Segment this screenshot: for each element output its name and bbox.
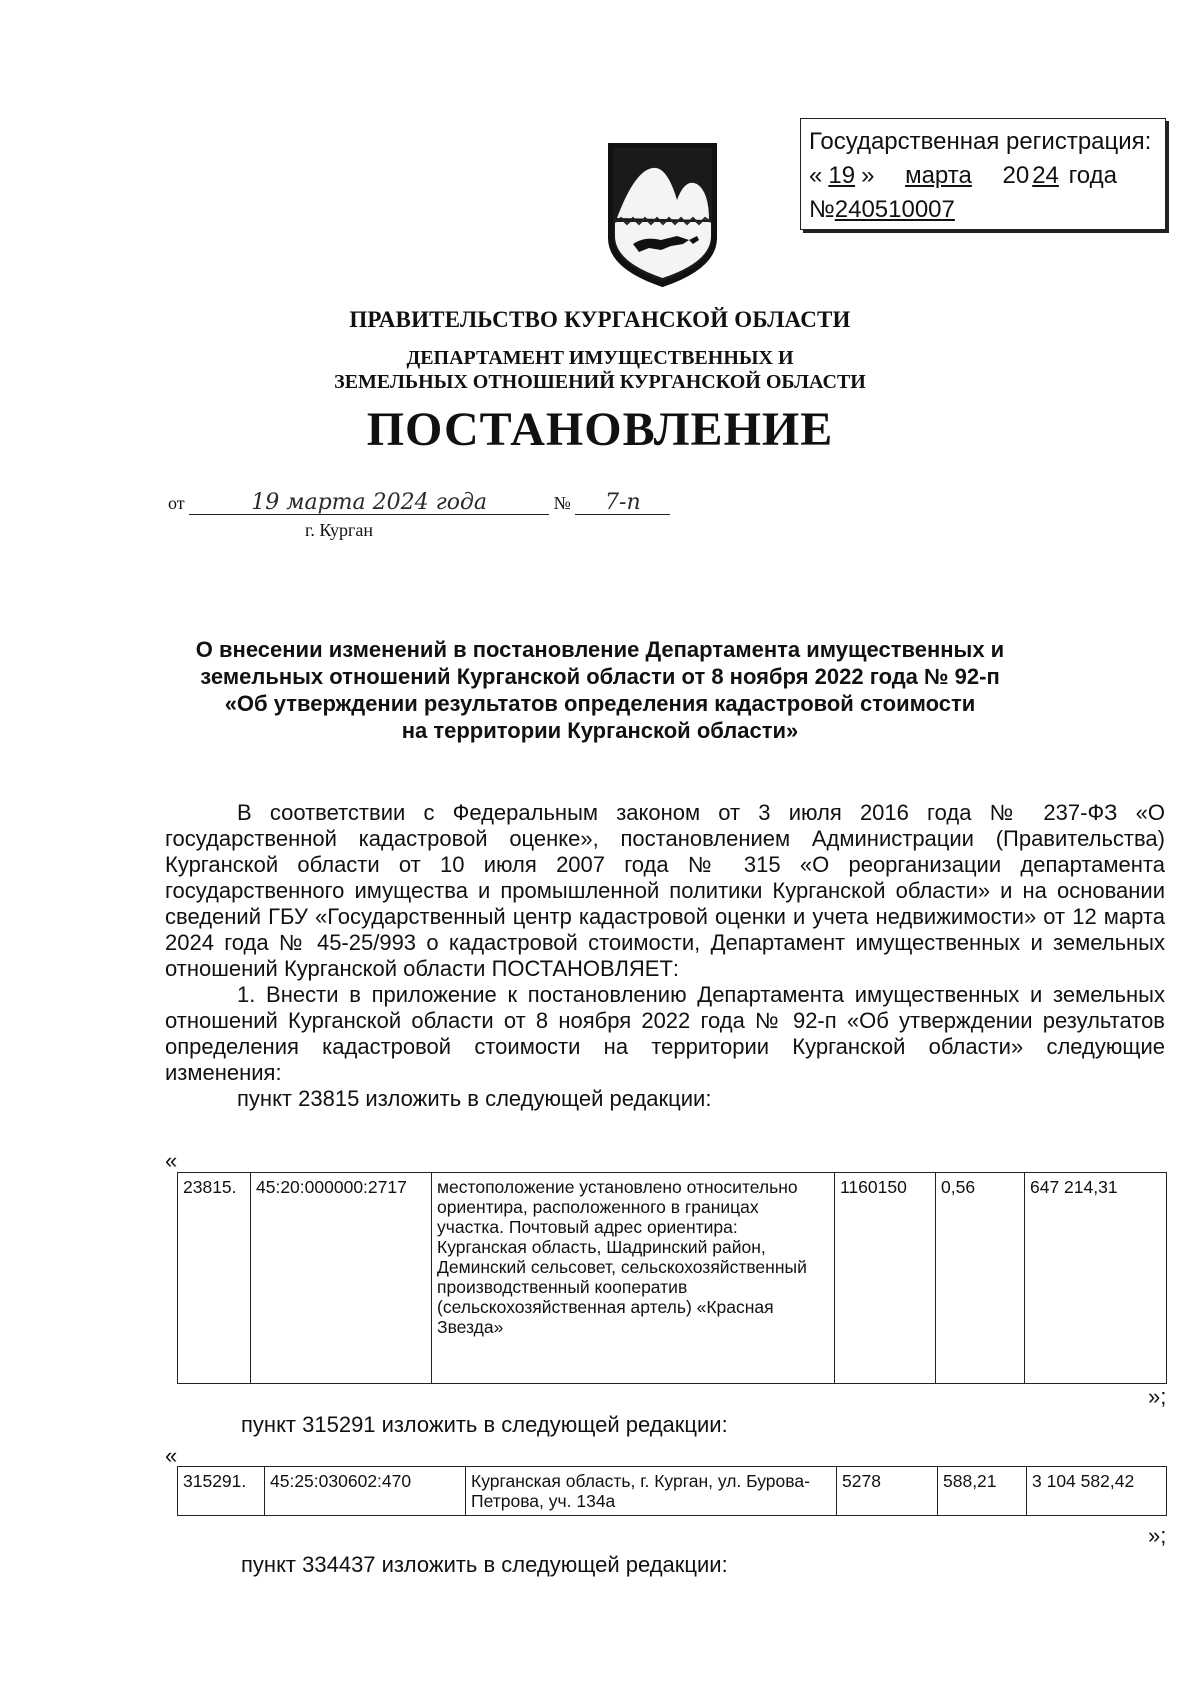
- cell-specific-value: 588,21: [938, 1467, 1027, 1516]
- cell-area: 5278: [837, 1467, 938, 1516]
- date-handwritten: 19 марта 2024 года: [189, 492, 549, 515]
- cell-location: местоположение установлено относительно ориентира, расположенного в границах участка. Почтовый адрес ориентира: Курганская область, Шадринский район, Деминский сельсовет, сельскохозяйственный производственный кооператив (сельскохозяйственная артель) «Красная Звезда»: [432, 1173, 835, 1384]
- cadastral-table-315291: [177, 1466, 1167, 1516]
- lead-item-23815: пункт 23815 изложить в следующей редакции:: [237, 1086, 712, 1111]
- registration-year-suffix: 24: [1032, 162, 1059, 189]
- number-handwritten: 7-п: [575, 492, 670, 515]
- cell-area: 1160150: [835, 1173, 936, 1384]
- registration-stamp: [800, 118, 1166, 230]
- subject-line-4: на территории Курганской области»: [401, 718, 799, 743]
- table-row: [178, 1173, 1167, 1384]
- subject-line-2: земельных отношений Курганской области от 8 ноября 2022 года № 92-п: [200, 664, 1000, 689]
- cell-specific-value: 0,56: [936, 1173, 1025, 1384]
- subject-line-3: «Об утверждении результатов определения кадастровой стоимости: [224, 691, 976, 716]
- registration-number-line: [809, 193, 1157, 227]
- registration-year-word: года: [1068, 162, 1117, 189]
- close-quote-1: »;: [1148, 1384, 1167, 1409]
- coat-of-arms-emblem: [605, 140, 720, 290]
- paragraph-preamble: В соответствии с Федеральным законом от 3 июля 2016 года № 237-ФЗ «О государственной кадастровой оценке», постановлением Администрации (Правительства) Курганской области от 10 июля 2007 года № 315 «О реорганизации департамента государственного имущества и промышленной политики Курганской области» и на основании сведений ГБУ «Государственный центр кадастровой оценки и учета недвижимости» от 12 марта 2024 года № 45-25/993 о кадастровой стоимости, Департамент имущественных и земельных отношений Курганской области ПОСТАНОВЛЯЕТ:: [165, 800, 1165, 981]
- cell-cadastral-value: 647 214,31: [1025, 1173, 1167, 1384]
- subject-line-1: О внесении изменений в постановление Департамента имущественных и: [195, 637, 1005, 662]
- table-row: [178, 1467, 1167, 1516]
- registration-title: Государственная регистрация:: [809, 128, 1152, 155]
- cell-cadastral-number: 45:25:030602:470: [265, 1467, 466, 1516]
- registration-year-prefix: 20: [1002, 162, 1030, 189]
- government-name: ПРАВИТЕЛЬСТВО КУРГАНСКОЙ ОБЛАСТИ: [349, 307, 851, 332]
- cell-item-number: 23815.: [178, 1173, 251, 1384]
- registration-month: марта: [905, 162, 972, 189]
- department-line-1: ДЕПАРТАМЕНТ ИМУЩЕСТВЕННЫХ И: [406, 347, 794, 369]
- registration-number: 240510007: [834, 196, 955, 223]
- city-name: г. Курган: [305, 520, 374, 540]
- number-label: №: [553, 493, 571, 513]
- date-line: [168, 492, 670, 515]
- cell-cadastral-number: 45:20:000000:2717: [251, 1173, 432, 1384]
- document-body: [165, 800, 1165, 1112]
- department-name: [0, 346, 1200, 394]
- lead-item-315291: пункт 315291 изложить в следующей редакции:: [241, 1412, 728, 1437]
- paragraph-item-1: 1. Внести в приложение к постановлению Департамента имущественных и земельных отношений Курганской области от 8 ноября 2022 года № 92-п «Об утверждении результатов определения кадастровой стоимости на территории Курганской области» следующие изменения:: [165, 982, 1165, 1085]
- document-type-title: ПОСТАНОВЛЕНИЕ: [366, 403, 834, 456]
- open-quote-2: «: [165, 1443, 178, 1468]
- department-line-2: ЗЕМЕЛЬНЫХ ОТНОШЕНИЙ КУРГАНСКОЙ ОБЛАСТИ: [334, 371, 866, 393]
- registration-number-prefix: №: [809, 196, 835, 223]
- document-subject: [160, 636, 1040, 744]
- cell-cadastral-value: 3 104 582,42: [1027, 1467, 1167, 1516]
- open-quote-1: «: [165, 1148, 178, 1173]
- cell-location: Курганская область, г. Курган, ул. Бурова-Петрова, уч. 134а: [466, 1467, 837, 1516]
- close-quote-2: »;: [1148, 1523, 1167, 1548]
- registration-date: « 19 » марта 20 24 года: [809, 162, 1117, 189]
- cell-item-number: 315291.: [178, 1467, 265, 1516]
- lead-item-334437: пункт 334437 изложить в следующей редакции:: [241, 1552, 728, 1577]
- registration-day: 19: [828, 162, 856, 189]
- date-from-label: от: [168, 493, 185, 513]
- cadastral-table-23815: [177, 1172, 1167, 1384]
